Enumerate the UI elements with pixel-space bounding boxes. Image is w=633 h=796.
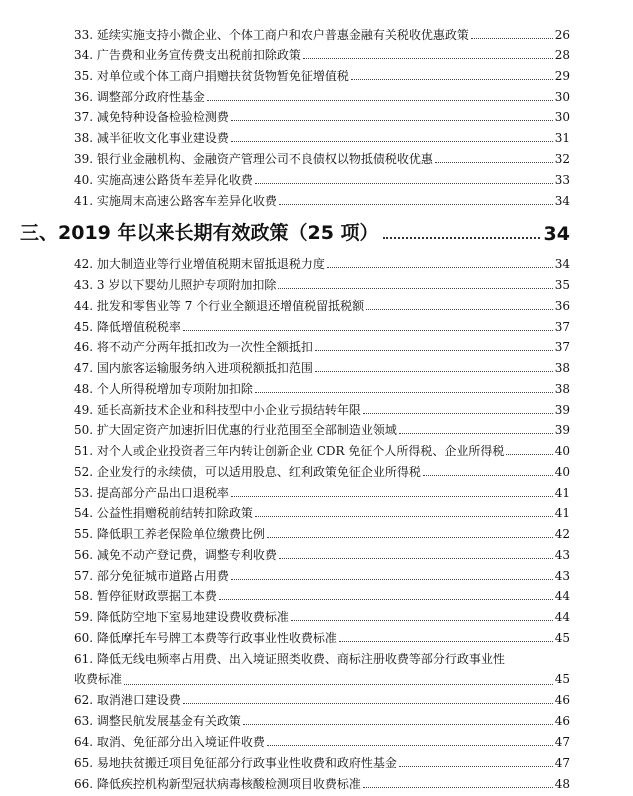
toc-entry-title-line2: 收费标准 [74,672,123,686]
toc-entry-title: 34. 广告费和业务宣传费支出税前扣除政策 [74,48,301,62]
toc-entry-title: 66. 降低疾控机构新型冠状病毒核酸检测项目收费标准 [74,777,361,791]
toc-entry-page: 33 [554,173,570,187]
dot-leader [315,371,553,372]
dot-leader [399,433,553,434]
toc-entry[interactable] [74,298,570,314]
toc-entry-title: 59. 降低防空地下室易地建设费收费标准 [74,610,289,624]
toc-entry[interactable] [74,172,570,188]
dot-leader [207,100,553,101]
toc-entry[interactable] [74,505,570,521]
toc-entry-page: 26 [554,28,570,42]
toc-entry[interactable] [74,630,570,646]
toc-entry-page: 46 [554,714,570,728]
toc-entry-title: 52. 企业发行的永续债，可以适用股息、红利政策免征企业所得税 [74,465,421,479]
toc-entry[interactable] [74,381,570,397]
toc-entry[interactable] [74,109,570,125]
dot-leader [315,350,553,351]
toc-entry-title: 64. 取消、免征部分出入境证件收费 [74,735,265,749]
toc-entry-page: 41 [554,486,570,500]
toc-entry[interactable] [74,193,570,209]
toc-entry-page: 31 [554,131,570,145]
dot-leader [279,558,553,559]
toc-entry-title: 41. 实施周末高速公路客车差异化收费 [74,194,277,208]
toc-entry-title: 54. 公益性捐赠税前结转扣除政策 [74,506,253,520]
toc-entry-title: 35. 对单位或个体工商户捐赠扶贫货物暂免征增值税 [74,69,349,83]
toc-entry-title: 33. 延续实施支持小微企业、个体工商户和农户普惠金融有关税收优惠政策 [74,28,469,42]
dot-leader [231,141,553,142]
dot-leader [366,309,553,310]
toc-entry-page: 34 [554,194,570,208]
toc-entry-title: 42. 加大制造业等行业增值税期末留抵退税力度 [74,257,325,271]
toc-entry-title: 43. 3 岁以下婴幼儿照护专项附加扣除 [74,278,277,292]
dot-leader [471,38,553,39]
toc-entry-page: 48 [554,777,570,791]
toc-entry-title: 44. 批发和零售业等 7 个行业全额退还增值税留抵税额 [74,299,365,313]
dot-leader [279,204,553,205]
section-heading[interactable] [20,219,570,245]
dot-leader [383,237,540,239]
toc-entry-page: 29 [554,69,570,83]
section-heading-page: 34 [543,223,570,245]
dot-leader [327,267,553,268]
dot-leader [255,183,553,184]
toc-entry-title: 48. 个人所得税增加专项附加扣除 [74,382,253,396]
toc-entry[interactable] [74,339,570,355]
toc-entry-page: 35 [554,278,570,292]
toc-entry-title: 38. 减半征收文化事业建设费 [74,131,229,145]
toc-entry-page: 28 [554,48,570,62]
toc-entry-title: 56. 减免不动产登记费，调整专利收费 [74,548,277,562]
toc-entry-page: 34 [554,257,570,271]
toc-entry-page: 44 [554,610,570,624]
dot-leader [351,79,553,80]
dot-leader [219,599,553,600]
toc-entry[interactable] [74,151,570,167]
dot-leader [363,787,553,788]
dot-leader [267,537,553,538]
toc-entry-line2 [74,669,570,689]
dot-leader [255,392,553,393]
toc-entry-title: 46. 将不动产分两年抵扣改为一次性全额抵扣 [74,340,313,354]
toc-entry[interactable] [74,89,570,105]
dot-leader [291,620,553,621]
toc-entry-title: 51. 对个人或企业投资者三年内转让创新企业 CDR 免征个人所得税、企业所得税 [74,444,505,458]
toc-entry-page: 30 [554,110,570,124]
toc-entry[interactable] [74,547,570,563]
section-heading-title: 三、2019 年以来长期有效政策（25 项） [20,222,379,244]
toc-entry[interactable] [74,713,570,729]
toc-entry[interactable] [74,485,570,501]
toc-entry-title: 47. 国内旅客运输服务纳入进项税额抵扣范围 [74,361,313,375]
toc-entry[interactable] [74,47,570,63]
toc-entry[interactable] [74,443,570,459]
toc-entry-page: 38 [554,382,570,396]
dot-leader [124,684,553,685]
toc-entry-title: 39. 银行业金融机构、金融资产管理公司不良债权以物抵债税收优惠 [74,152,433,166]
toc-entry-page: 45 [554,672,570,686]
dot-leader [339,641,553,642]
toc-entry-page: 44 [554,589,570,603]
toc-entry-title-line1: 61. 降低无线电频率占用费、出入境证照类收费、商标注册收费等部分行政事业性 [74,652,505,666]
toc-entry[interactable] [74,277,570,293]
toc-entry[interactable] [74,776,570,792]
toc-entry-page: 47 [554,756,570,770]
toc-entry[interactable] [74,734,570,750]
toc-entry-page: 36 [554,299,570,313]
toc-entry-title: 60. 降低摩托车号牌工本费等行政事业性收费标准 [74,631,337,645]
dot-leader [435,162,553,163]
dot-leader [363,413,553,414]
toc-entry[interactable] [74,464,570,480]
toc-entry-page: 30 [554,90,570,104]
toc-entry[interactable] [74,319,570,335]
toc-entry-title: 45. 降低增值税税率 [74,320,181,334]
dot-leader [183,330,553,331]
toc-entry-title: 62. 取消港口建设费 [74,693,181,707]
toc-entry-page: 45 [554,631,570,645]
toc-entry-page: 38 [554,361,570,375]
dot-leader [278,288,552,289]
toc-entry-page: 39 [554,403,570,417]
toc-entry[interactable] [74,130,570,146]
toc-entry-title: 57. 部分免征城市道路占用费 [74,569,229,583]
dot-leader [231,120,553,121]
toc-entry[interactable] [74,692,570,708]
toc-entry[interactable] [74,568,570,584]
toc-entry-title: 65. 易地扶贫搬迁项目免征部分行政事业性收费和政府性基金 [74,756,397,770]
toc-entry-title: 50. 扩大固定资产加速折旧优惠的行业范围至全部制造业领域 [74,423,397,437]
toc-entry-page: 43 [554,569,570,583]
toc-entry-page: 40 [554,444,570,458]
toc-entry-page: 37 [554,320,570,334]
toc-entry-title: 37. 减免特种设备检验检测费 [74,110,229,124]
toc-entry-page: 43 [554,548,570,562]
toc-entry-wrapped[interactable] [74,649,570,689]
toc-entry-title: 40. 实施高速公路货车差异化收费 [74,173,253,187]
toc-entry-page: 41 [554,506,570,520]
toc-entry-page: 40 [554,465,570,479]
toc-entry[interactable] [74,588,570,604]
dot-leader [506,454,552,455]
toc-entry[interactable] [74,68,570,84]
dot-leader [255,516,553,517]
toc-entry-title: 63. 调整民航发展基金有关政策 [74,714,241,728]
toc-entry[interactable] [74,422,570,438]
toc-entry[interactable] [74,360,570,376]
dot-leader [183,703,553,704]
toc-entry-title: 49. 延长高新技术企业和科技型中小企业亏损结转年限 [74,403,361,417]
toc-entry-page: 37 [554,340,570,354]
toc-entry-title: 53. 提高部分产品出口退税率 [74,486,229,500]
toc-entry-page: 39 [554,423,570,437]
toc-entry-page: 42 [554,527,570,541]
toc-entry[interactable] [74,609,570,625]
toc-entry-title: 36. 调整部分政府性基金 [74,90,205,104]
toc-entry[interactable] [74,27,570,43]
toc-entry-title: 55. 降低职工养老保险单位缴费比例 [74,527,265,541]
toc-entry-page: 46 [554,693,570,707]
dot-leader [267,745,553,746]
toc-entry-page: 32 [554,152,570,166]
dot-leader [303,58,553,59]
toc-entry[interactable] [74,256,570,272]
toc-entry[interactable] [74,526,570,542]
dot-leader [399,766,553,767]
dot-leader [243,724,553,725]
toc-entry[interactable] [74,755,570,771]
dot-leader [231,579,553,580]
toc-entry-page: 47 [554,735,570,749]
toc-entry[interactable] [74,402,570,418]
toc-entry-title: 58. 暂停征财政票据工本费 [74,589,217,603]
dot-leader [423,475,553,476]
dot-leader [231,496,553,497]
